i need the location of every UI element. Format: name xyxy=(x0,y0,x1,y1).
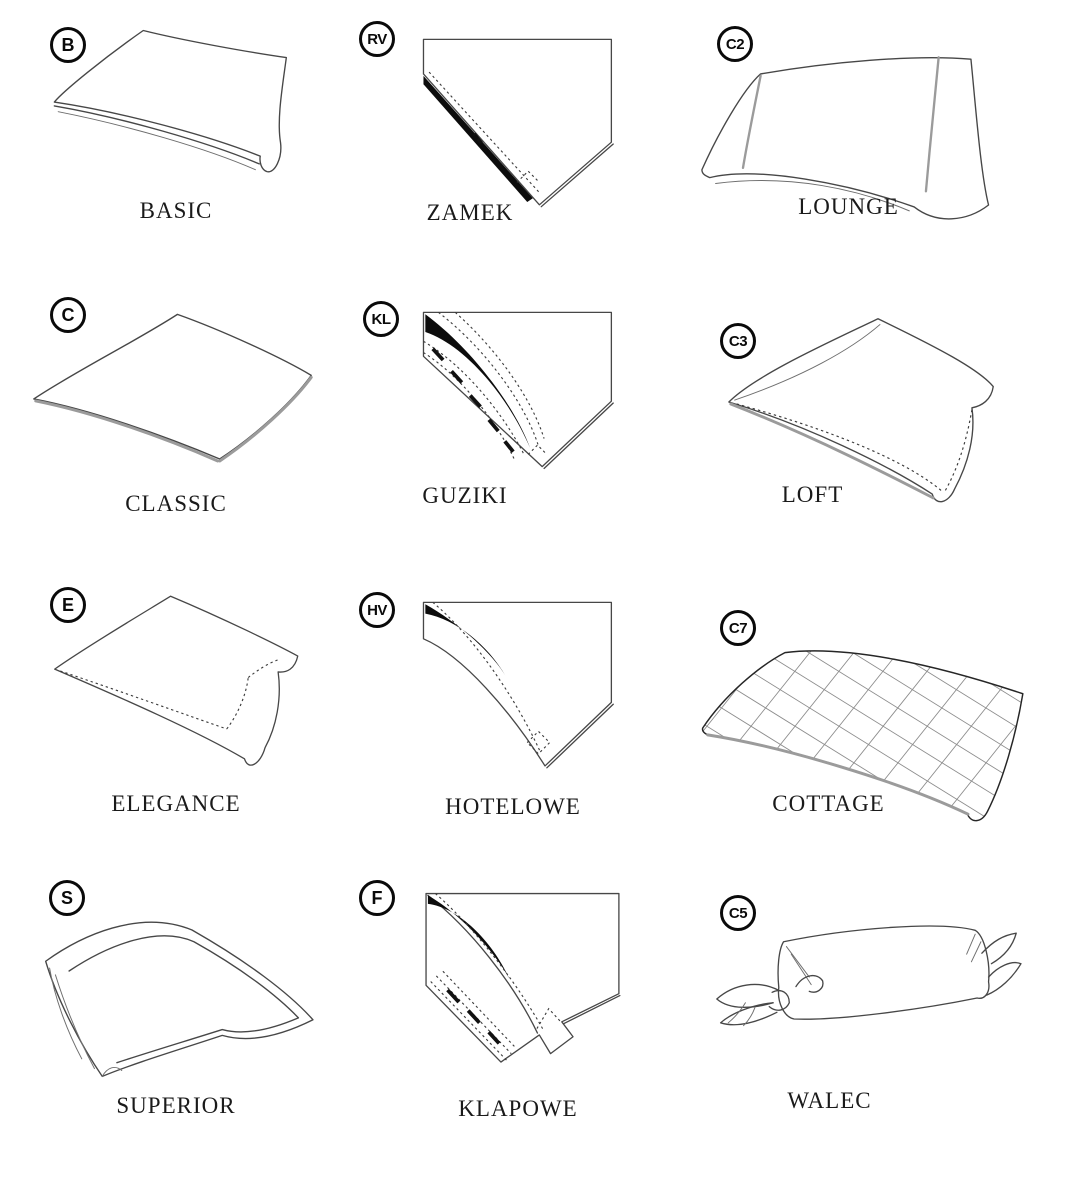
pillow-type-basic xyxy=(0,0,352,278)
type-label: KLAPOWE xyxy=(458,1096,578,1121)
elegance-pillowcase-drawing xyxy=(25,585,320,800)
cottage-quilted-pillow-drawing xyxy=(690,588,1062,823)
type-code: S xyxy=(60,887,73,908)
type-label: GUZIKI xyxy=(422,483,508,508)
pillow-type-superior xyxy=(0,858,352,1200)
type-code-badge xyxy=(363,301,399,337)
type-code-badge xyxy=(359,592,395,628)
type-code: KL xyxy=(371,310,391,328)
type-label: WALEC xyxy=(787,1088,872,1113)
type-label: CLASSIC xyxy=(125,491,227,516)
type-code: C3 xyxy=(728,332,748,350)
type-code-badge xyxy=(359,21,395,57)
walec-bolster-pillow-drawing xyxy=(692,896,1062,1101)
type-code: C2 xyxy=(725,35,745,53)
type-label: ELEGANCE xyxy=(111,791,241,816)
type-code: C5 xyxy=(728,904,748,922)
type-label: COTTAGE xyxy=(772,791,885,816)
type-code: RV xyxy=(367,30,387,48)
classic-pillowcase-drawing xyxy=(20,303,325,493)
type-code: F xyxy=(371,887,383,908)
superior-oxford-pillowcase-drawing xyxy=(25,891,320,1091)
type-label: LOFT xyxy=(781,482,844,507)
type-code: HV xyxy=(367,601,387,619)
guziki-button-closure-drawing xyxy=(416,306,631,501)
pillow-type-klapowe xyxy=(352,858,684,1200)
pillow-type-loft xyxy=(684,278,1071,570)
type-label: LOUNGE xyxy=(798,194,899,219)
pillow-type-walec xyxy=(684,858,1071,1200)
type-code: C7 xyxy=(728,619,748,637)
hotelowe-hotel-closure-drawing xyxy=(416,596,631,791)
pillow-type-zamek xyxy=(352,0,684,278)
type-code: C xyxy=(61,304,75,325)
type-code: B xyxy=(61,34,75,55)
type-code: E xyxy=(61,594,74,615)
pillow-type-cottage xyxy=(684,570,1071,858)
klapowe-flap-closure-drawing xyxy=(412,882,632,1097)
basic-pillowcase-drawing xyxy=(35,20,325,215)
type-code-badge xyxy=(359,880,395,916)
type-label: ZAMEK xyxy=(426,200,514,225)
type-label: HOTELOWE xyxy=(445,794,581,819)
pillow-type-elegance xyxy=(0,570,352,858)
zamek-zipper-closure-drawing xyxy=(416,33,631,228)
pillow-type-guziki xyxy=(352,278,684,570)
type-label: SUPERIOR xyxy=(116,1093,236,1118)
pillow-type-classic xyxy=(0,278,352,570)
type-label: BASIC xyxy=(139,198,213,223)
pillow-type-lounge xyxy=(684,0,1071,278)
